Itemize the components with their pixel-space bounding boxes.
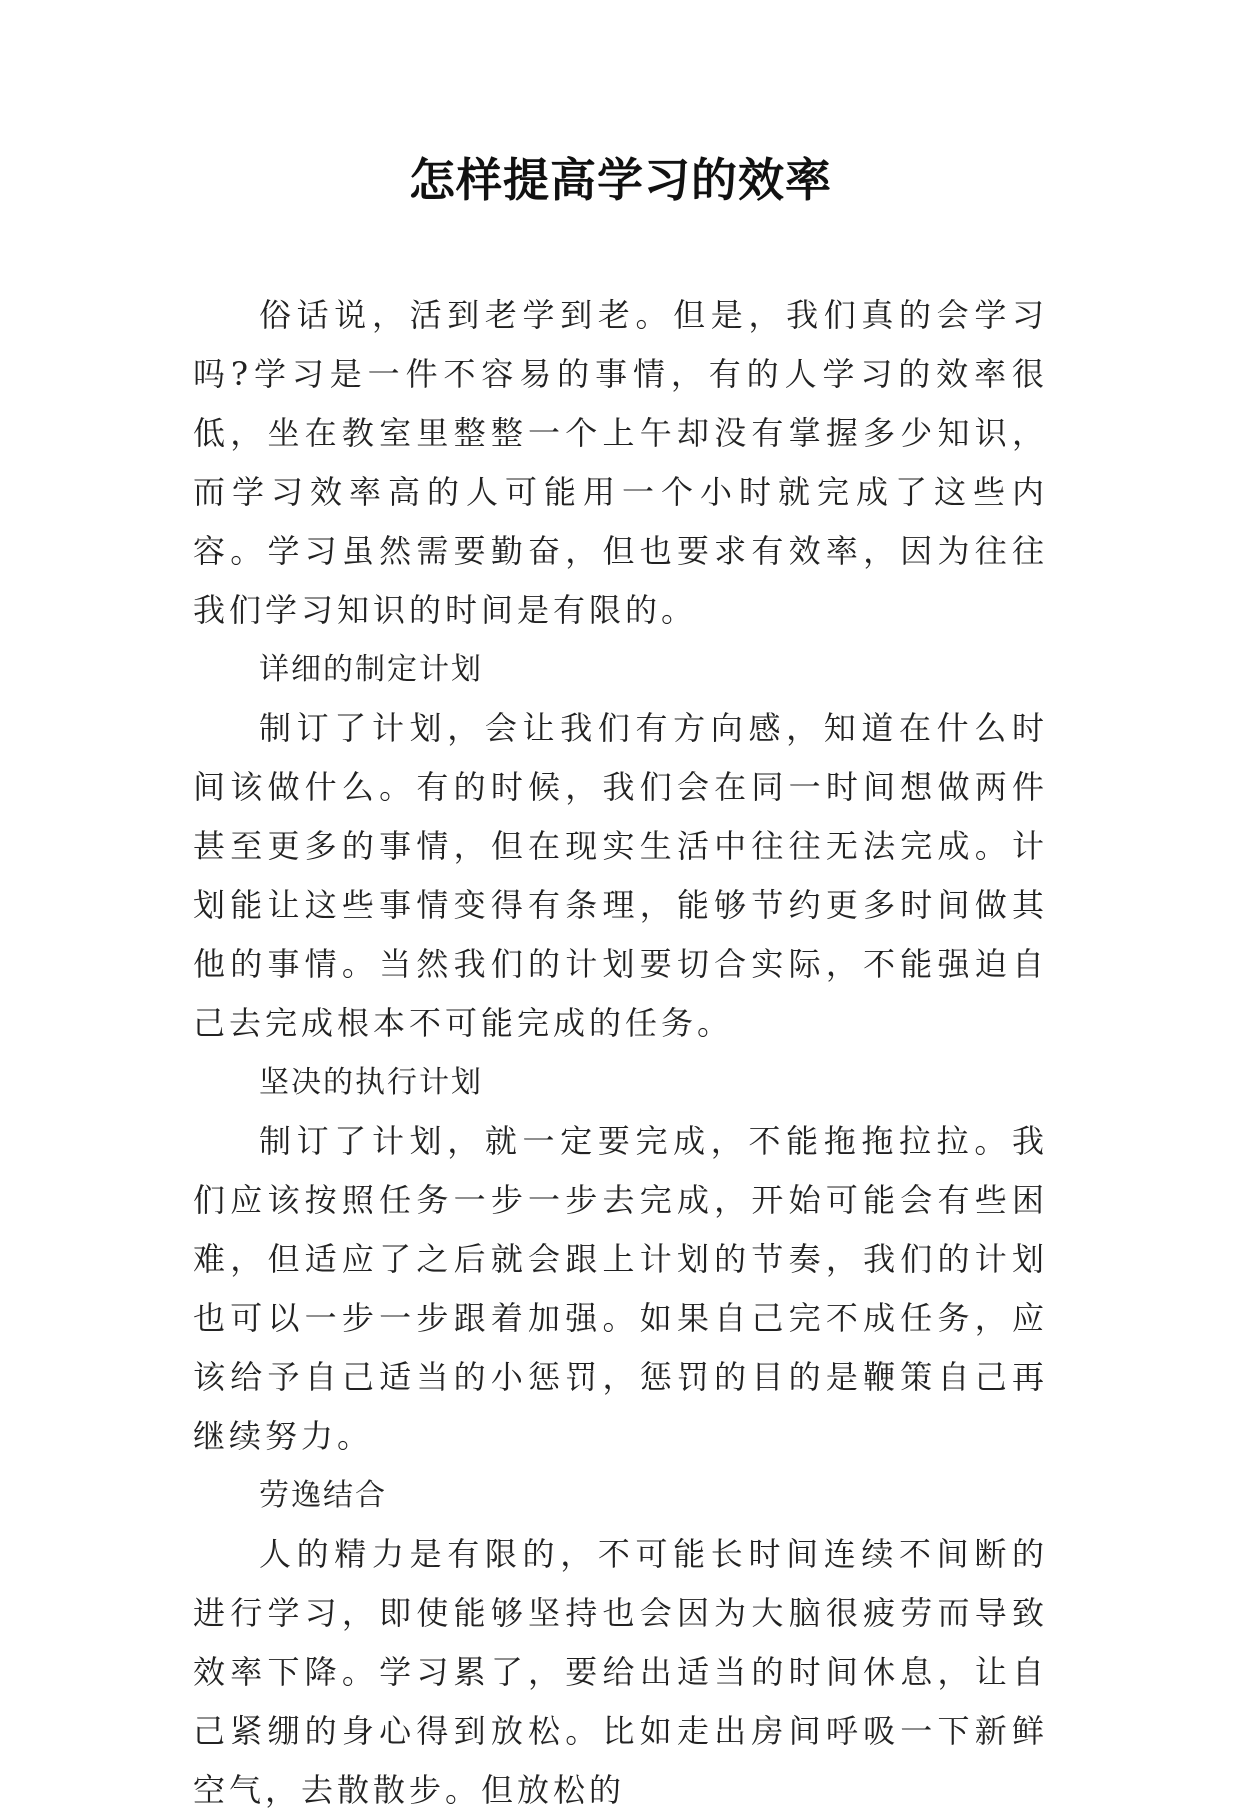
paragraph-execute: 制订了计划，就一定要完成，不能拖拖拉拉。我们应该按照任务一步一步去完成，开始可能会有些困难，但适应了之后就会跟上计划的节奏，我们的计划也可以一步一步跟着加强。如果自己完不成任务，应该给予自己适当的小惩罚，惩罚的目的是鞭策自己再继续努力。 [193, 1122, 1048, 1455]
paragraph-plan: 制订了计划，会让我们有方向感，知道在什么时间该做什么。有的时候，我们会在同一时间想做两件甚至更多的事情，但在现实生活中往往无法完成。计划能让这些事情变得有条理，能够节约更多时间做其他的事情。当然我们的计划要切合实际，不能强迫自己去完成根本不可能完成的任务。 [193, 709, 1048, 1042]
section-heading-execute: 坚决的执行计划 [259, 1065, 483, 1100]
section-heading-plan: 详细的制定计划 [259, 652, 483, 687]
paragraph-balance: 人的精力是有限的，不可能长时间连续不间断的进行学习，即使能够坚持也会因为大脑很疲劳而导致效率下降。学习累了，要给出适当的时间休息，让自己紧绷的身心得到放松。比如走出房间呼吸一下新鲜空气，去散散步。但放松的 [193, 1535, 1048, 1809]
document-title: 怎样提高学习的效率 [409, 153, 832, 207]
paragraph-intro: 俗话说，活到老学到老。但是，我们真的会学习吗?学习是一件不容易的事情，有的人学习的效率很低，坐在教室里整整一个上午却没有掌握多少知识，而学习效率高的人可能用一个小时就完成了这些内容。学习虽然需要勤奋，但也要求有效率，因为往往我们学习知识的时间是有限的。 [193, 296, 1048, 629]
document-body [193, 286, 1048, 1820]
section-heading-balance: 劳逸结合 [259, 1478, 387, 1513]
